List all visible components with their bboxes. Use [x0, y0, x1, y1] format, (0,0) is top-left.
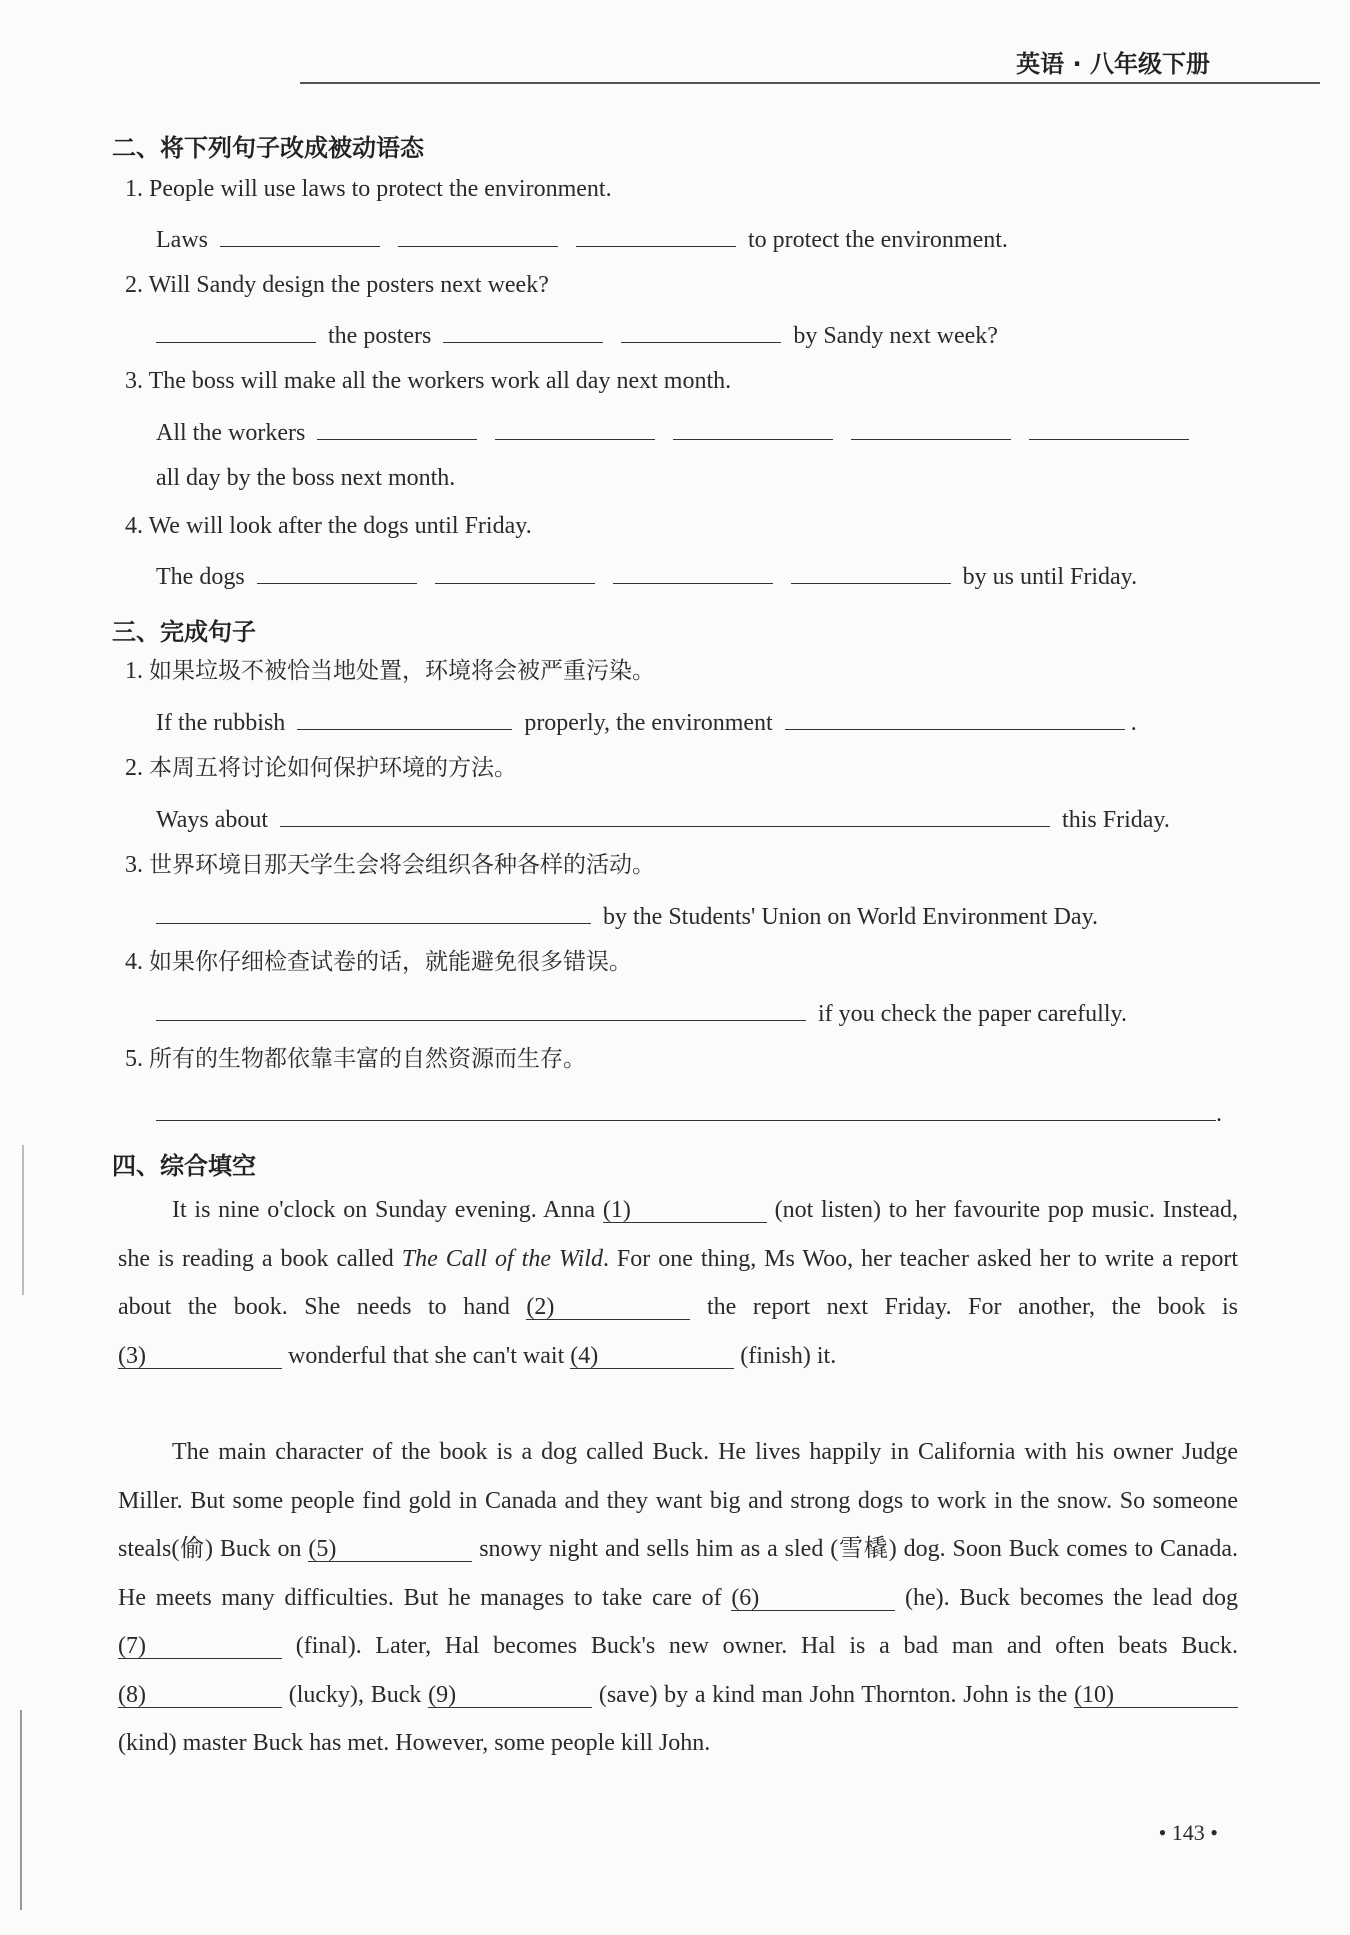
answer-1: Laws to protect the environment.: [156, 222, 1008, 255]
answer-blank[interactable]: [495, 415, 655, 440]
question-4: 4. We will look after the dogs until Friday.: [125, 513, 532, 539]
answer-blank[interactable]: [785, 705, 1125, 730]
cloze-blank-8[interactable]: (8): [118, 1683, 282, 1708]
answer-blank[interactable]: [576, 222, 736, 247]
answer-blank[interactable]: [297, 705, 512, 730]
cloze-blank-4[interactable]: (4): [570, 1344, 734, 1369]
answer-blank[interactable]: [673, 415, 833, 440]
answer-blank[interactable]: [613, 559, 773, 584]
answer-3-continued: all day by the boss next month.: [156, 465, 456, 491]
section-title-cloze: 四、综合填空: [112, 1152, 256, 1180]
answer-blank[interactable]: [156, 318, 316, 343]
answer-blank[interactable]: [280, 802, 1050, 827]
answer-2: Ways about this Friday.: [156, 802, 1170, 835]
answer-5: .: [156, 1096, 1222, 1129]
answer-blank[interactable]: [1029, 415, 1189, 440]
answer-blank[interactable]: [156, 899, 591, 924]
question-4: 4. 如果你仔细检查试卷的话，就能避免很多错误。: [125, 949, 632, 975]
header-rule: [300, 82, 1320, 84]
cloze-blank-7[interactable]: (7): [118, 1634, 282, 1659]
question-3: 3. The boss will make all the workers work all day next month.: [125, 368, 732, 394]
question-1: 1. 如果垃圾不被恰当地处置，环境将会被严重污染。: [125, 658, 655, 684]
answer-blank[interactable]: [220, 222, 380, 247]
binding-mark: [20, 1710, 22, 1910]
question-5: 5. 所有的生物都依靠丰富的自然资源而生存。: [125, 1046, 586, 1072]
page-header-title: 英语 · 八年级下册: [1016, 50, 1210, 78]
question-2: 2. 本周五将讨论如何保护环境的方法。: [125, 755, 517, 781]
page-number: • 143 •: [1158, 1820, 1218, 1845]
question-1: 1. People will use laws to protect the environment.: [125, 176, 612, 202]
book-title: The Call of the Wild: [401, 1245, 603, 1272]
answer-blank[interactable]: [443, 318, 603, 343]
cloze-blank-10[interactable]: (10): [1074, 1683, 1238, 1708]
cloze-paragraph-2: The main character of the book is a dog called Buck. He lives happily in California with his owner Judge Miller. But some people find gold in Canada and they want big and strong dogs to work in the snow. So someone steals(偷) Buck on (5) snowy night and sells him as a sled (雪橇) dog. Soon Buck comes to Canada. He meets many difficulties. But he manages to take care of (6) (he). Buck becomes the lead dog (7) (final). Later, Hal becomes Buck's new owner. Hal is a bad man and often beats Buck. (8) (lucky), Buck (9) (save) by a kind man John Thornton. John is the (10) (kind) master Buck has met. However, some people kill John.: [118, 1439, 1239, 1756]
answer-blank[interactable]: [156, 996, 806, 1021]
cloze-blank-5[interactable]: (5): [308, 1537, 472, 1562]
question-2: 2. Will Sandy design the posters next week?: [125, 272, 549, 298]
cloze-blank-9[interactable]: (9): [428, 1683, 592, 1708]
answer-blank[interactable]: [435, 559, 595, 584]
answer-blank[interactable]: [791, 559, 951, 584]
binding-mark: [22, 1145, 24, 1295]
section-title-complete-sentences: 三、完成句子: [112, 618, 256, 646]
answer-blank[interactable]: [398, 222, 558, 247]
answer-4: The dogs by us until Friday.: [156, 559, 1137, 592]
question-3: 3. 世界环境日那天学生会将会组织各种各样的活动。: [125, 852, 655, 878]
cloze-blank-3[interactable]: (3): [118, 1344, 282, 1369]
answer-blank[interactable]: [257, 559, 417, 584]
cloze-paragraph-1: It is nine o'clock on Sunday evening. Anna (1) (not listen) to her favourite pop music. Instead, she is reading a book called The Call of the Wild. For one thing, Ms Woo, her teacher asked her to write a report about the book. She needs to hand (2) the report next Friday. For another, the book is (3) wonderful that she can't wait (4) (finish) it.: [118, 1197, 1239, 1369]
answer-2: the posters by Sandy next week?: [150, 318, 998, 351]
answer-1: If the rubbish properly, the environment .: [156, 705, 1137, 738]
cloze-blank-2[interactable]: (2): [526, 1295, 690, 1320]
answer-blank[interactable]: [851, 415, 1011, 440]
answer-3: by the Students' Union on World Environment Day.: [156, 899, 1098, 932]
answer-blank[interactable]: [156, 1096, 1216, 1121]
answer-4: if you check the paper carefully.: [156, 996, 1127, 1029]
cloze-blank-6[interactable]: (6): [731, 1586, 895, 1611]
cloze-blank-1[interactable]: (1): [603, 1198, 767, 1223]
answer-blank[interactable]: [621, 318, 781, 343]
answer-blank[interactable]: [317, 415, 477, 440]
section-title-passive: 二、将下列句子改成被动语态: [112, 134, 424, 162]
answer-3: All the workers: [156, 415, 1195, 448]
